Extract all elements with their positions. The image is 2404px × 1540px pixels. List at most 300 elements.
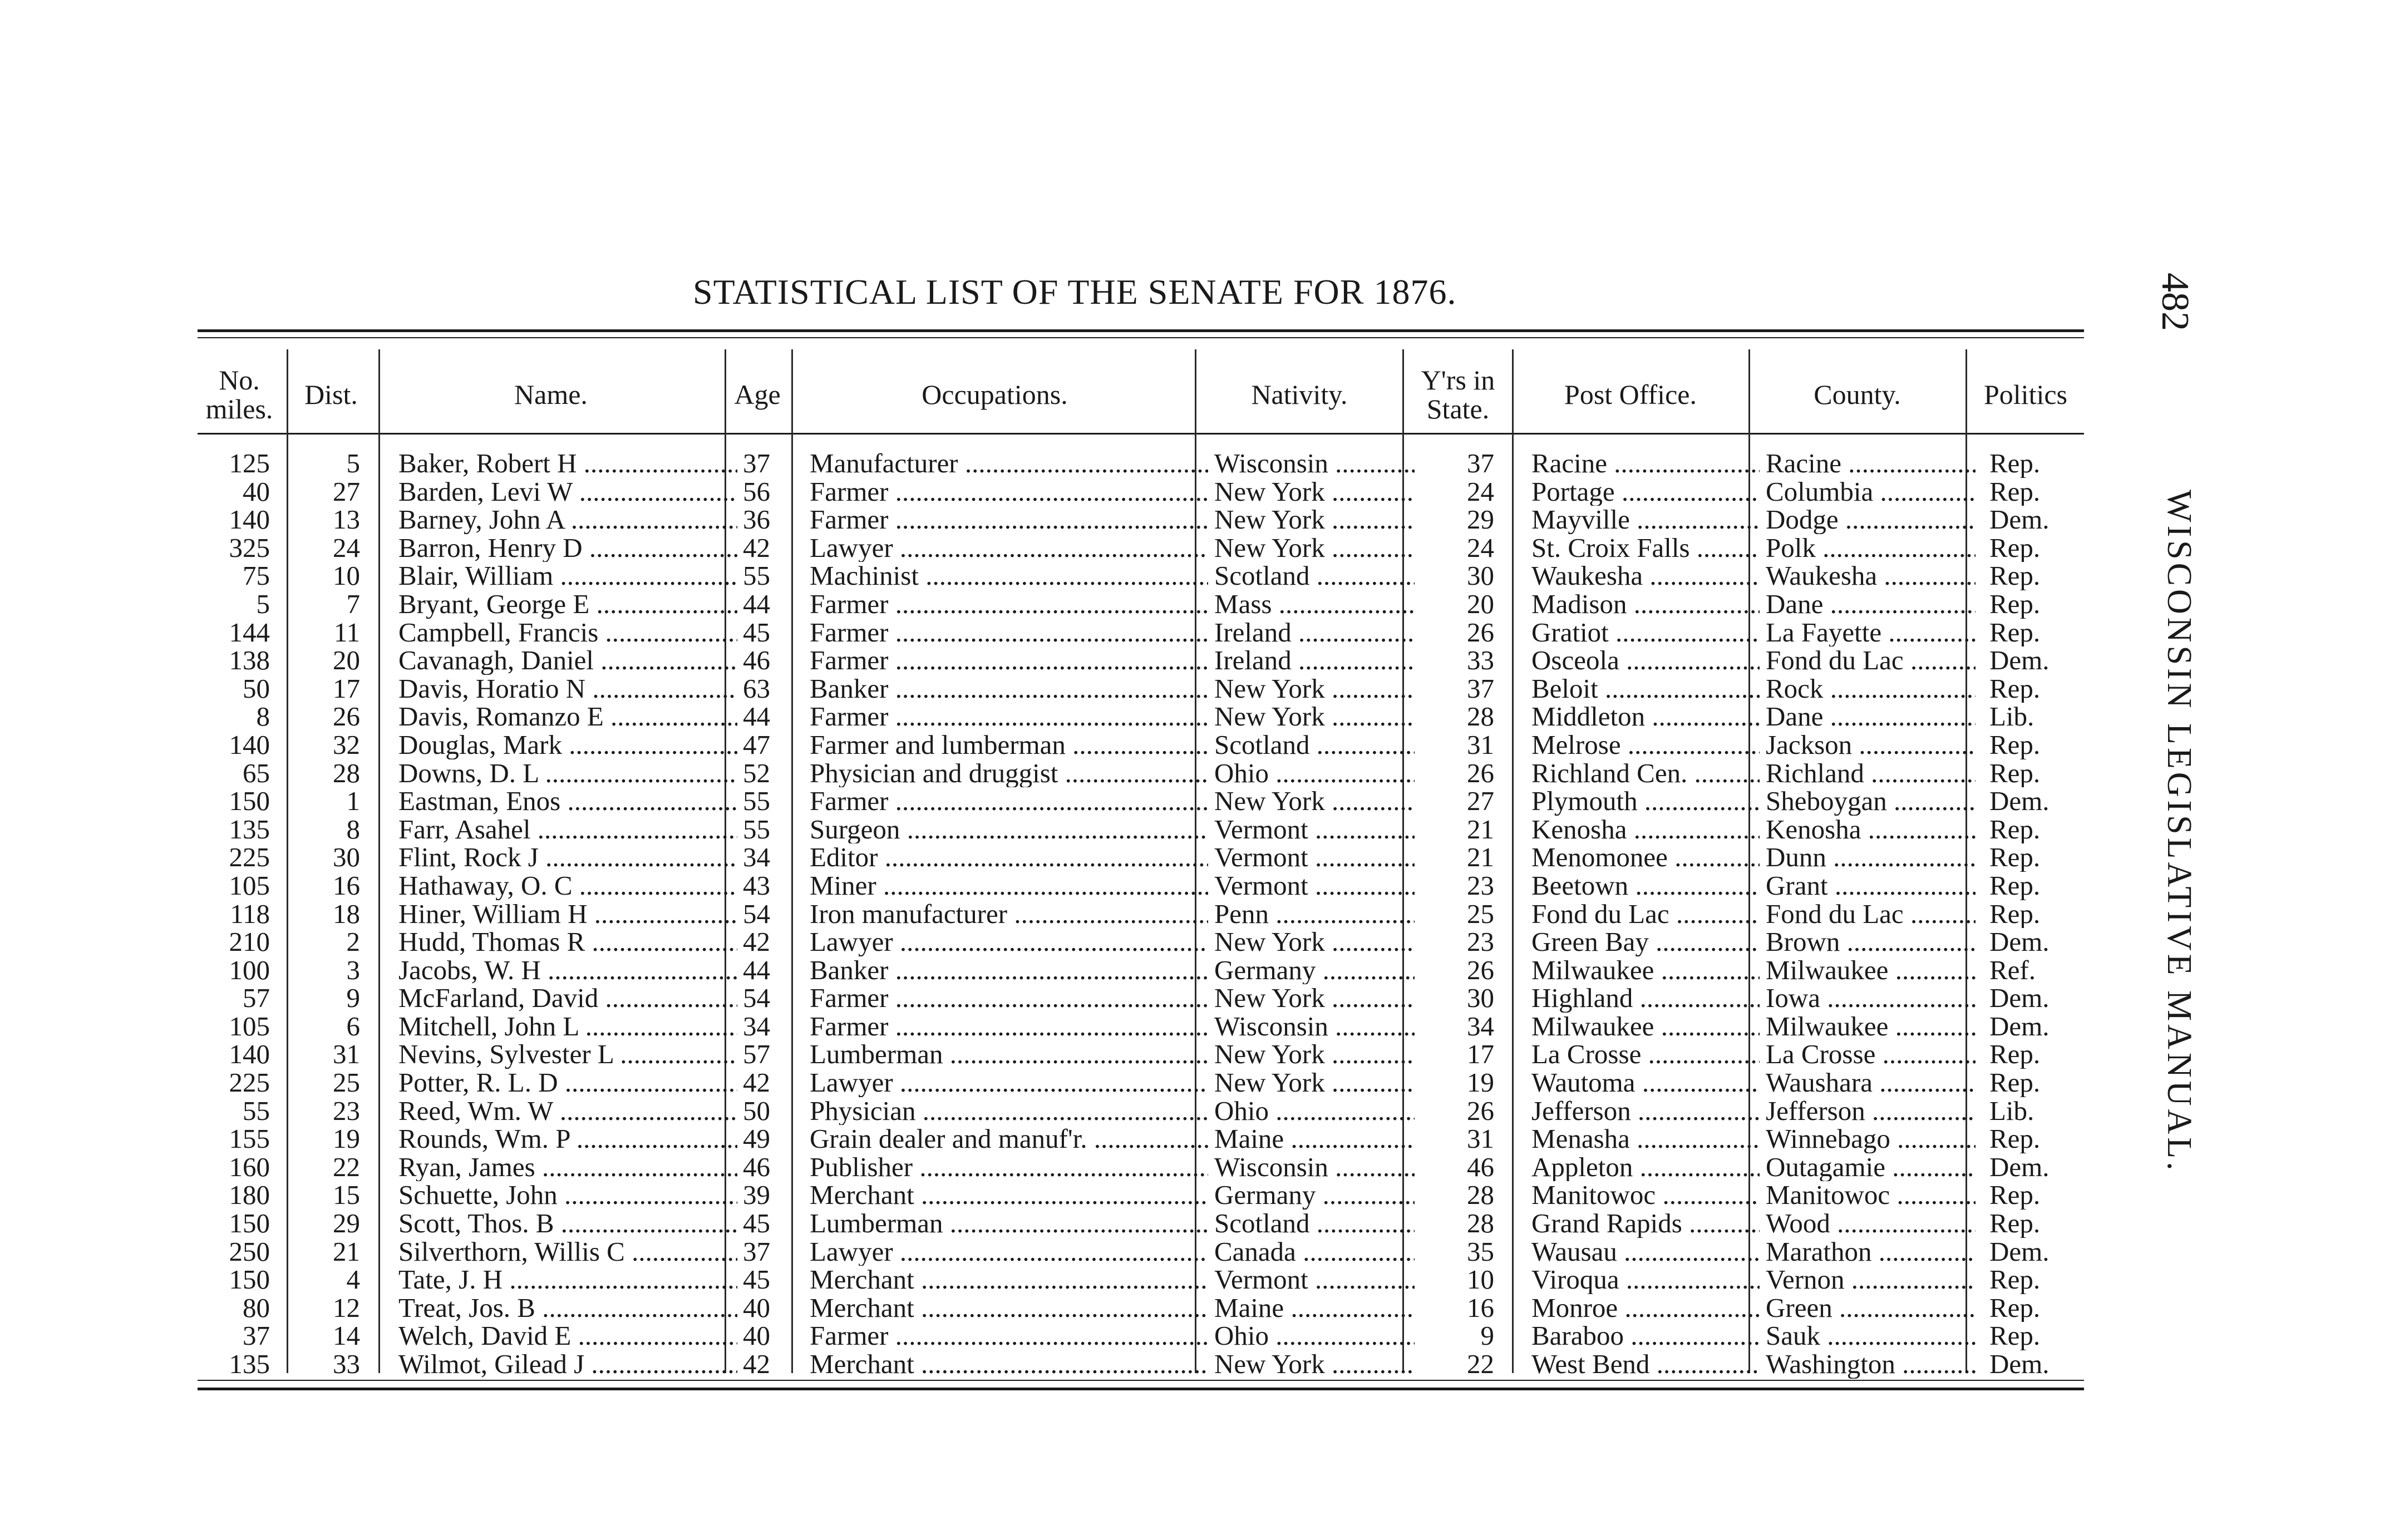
cell-years: 27 xyxy=(1467,787,1494,816)
cell-age: 36 xyxy=(743,506,770,534)
cell-county: Fond du Lac ..... xyxy=(1750,646,1976,675)
cell-dist: 1 xyxy=(346,787,360,816)
cell-age: 44 xyxy=(743,590,770,619)
table-row xyxy=(0,816,2404,844)
cell-nativity: New York ..... xyxy=(1196,506,1415,534)
cell-age: 46 xyxy=(743,646,770,675)
cell-age: 49 xyxy=(743,1125,770,1153)
cell-years: 26 xyxy=(1467,956,1494,985)
cell-politics: Rep. xyxy=(1989,674,2041,703)
cell-county: Dane ..... xyxy=(1750,590,1976,619)
cell-politics: Rep. xyxy=(1989,871,2041,900)
cell-dist: 4 xyxy=(346,1266,360,1294)
cell-nativity: New York ..... xyxy=(1196,1040,1415,1069)
cell-dist: 18 xyxy=(333,900,360,929)
cell-years: 24 xyxy=(1467,477,1494,506)
cell-age: 37 xyxy=(743,1237,770,1266)
cell-dist: 23 xyxy=(333,1097,360,1126)
header-occupations: Occupations. xyxy=(922,378,1068,410)
table-row xyxy=(0,450,2404,478)
cell-miles: 37 xyxy=(243,1322,270,1350)
cell-age: 44 xyxy=(743,956,770,985)
cell-county: Kenosha ..... xyxy=(1750,816,1976,844)
cell-occupation: Physician ..... xyxy=(793,1097,1208,1126)
cell-occupation: Machinist ..... xyxy=(793,562,1208,590)
cell-dist: 13 xyxy=(333,506,360,534)
cell-nativity: Ohio ..... xyxy=(1196,1097,1415,1126)
cell-miles: 50 xyxy=(243,674,270,703)
cell-post-office: Menomonee ..... xyxy=(1514,843,1760,872)
cell-post-office: Monroe ..... xyxy=(1514,1294,1760,1322)
cell-years: 33 xyxy=(1467,646,1494,675)
cell-post-office: West Bend ..... xyxy=(1514,1350,1760,1379)
cell-miles: 5 xyxy=(256,590,270,619)
cell-post-office: Viroqua ..... xyxy=(1514,1266,1760,1294)
cell-occupation: Miner ..... xyxy=(793,872,1208,900)
cell-dist: 14 xyxy=(333,1322,360,1350)
cell-miles: 105 xyxy=(229,871,270,900)
table-row xyxy=(0,1040,2404,1069)
cell-years: 26 xyxy=(1467,1097,1494,1126)
cell-miles: 225 xyxy=(229,1069,270,1097)
table-row xyxy=(0,872,2404,900)
cell-years: 30 xyxy=(1467,984,1494,1013)
cell-name: Reed, Wm. W ..... xyxy=(378,1097,737,1126)
cell-post-office: Green Bay ..... xyxy=(1514,928,1760,956)
cell-politics: Dem. xyxy=(1989,1153,2050,1182)
cell-name: Potter, R. L. D ..... xyxy=(378,1069,737,1097)
bottom-rule xyxy=(198,1388,2084,1390)
cell-age: 42 xyxy=(743,1069,770,1097)
cell-occupation: Merchant ..... xyxy=(793,1266,1208,1294)
cell-years: 22 xyxy=(1467,1350,1494,1379)
cell-occupation: Surgeon ..... xyxy=(793,816,1208,844)
cell-county: La Crosse ..... xyxy=(1750,1040,1976,1069)
cell-miles: 325 xyxy=(229,534,270,562)
cell-county: Winnebago ..... xyxy=(1750,1125,1976,1153)
cell-nativity: Wisconsin ..... xyxy=(1196,450,1415,478)
cell-county: Milwaukee ..... xyxy=(1750,1013,1976,1041)
cell-years: 28 xyxy=(1467,703,1494,731)
header-years-in-state: Y'rs in State. xyxy=(1421,364,1495,425)
cell-name: Treat, Jos. B ..... xyxy=(378,1294,737,1322)
cell-nativity: New York ..... xyxy=(1196,534,1415,562)
cell-county: Vernon ..... xyxy=(1750,1266,1976,1294)
cell-dist: 8 xyxy=(346,815,360,844)
cell-politics: Dem. xyxy=(1989,646,2050,675)
page-number: 482 xyxy=(2154,273,2196,331)
cell-occupation: Farmer ..... xyxy=(793,506,1208,534)
table-row xyxy=(0,534,2404,562)
cell-post-office: St. Croix Falls ..... xyxy=(1514,534,1760,562)
cell-politics: Dem. xyxy=(1989,984,2050,1013)
cell-dist: 17 xyxy=(333,674,360,703)
cell-years: 21 xyxy=(1467,815,1494,844)
cell-nativity: Canada ..... xyxy=(1196,1238,1415,1266)
cell-county: La Fayette ..... xyxy=(1750,619,1976,647)
table-row xyxy=(0,928,2404,956)
cell-years: 31 xyxy=(1467,1125,1494,1153)
cell-occupation: Farmer ..... xyxy=(793,590,1208,619)
cell-name: McFarland, David ..... xyxy=(378,984,737,1013)
cell-years: 29 xyxy=(1467,506,1494,534)
cell-politics: Rep. xyxy=(1989,1069,2041,1097)
cell-nativity: Wisconsin ..... xyxy=(1196,1013,1415,1041)
cell-politics: Ref. xyxy=(1989,956,2036,985)
cell-dist: 2 xyxy=(346,928,360,956)
cell-age: 34 xyxy=(743,1012,770,1041)
cell-miles: 118 xyxy=(230,900,270,929)
cell-county: Rock ..... xyxy=(1750,675,1976,703)
table-row xyxy=(0,1097,2404,1126)
cell-occupation: Lawyer ..... xyxy=(793,1069,1208,1097)
cell-county: Sheboygan ..... xyxy=(1750,787,1976,816)
cell-nativity: Ohio ..... xyxy=(1196,1322,1415,1350)
cell-years: 37 xyxy=(1467,674,1494,703)
header-politics: Politics xyxy=(1983,378,2068,410)
cell-post-office: Plymouth ..... xyxy=(1514,787,1760,816)
cell-dist: 32 xyxy=(333,730,360,759)
cell-years: 16 xyxy=(1467,1294,1494,1322)
header-county: County. xyxy=(1814,378,1901,410)
cell-miles: 210 xyxy=(229,928,270,956)
cell-name: Scott, Thos. B ..... xyxy=(378,1210,737,1238)
cell-name: Schuette, John ..... xyxy=(378,1181,737,1210)
cell-age: 34 xyxy=(743,843,770,872)
cell-dist: 27 xyxy=(333,477,360,506)
table-row xyxy=(0,1181,2404,1210)
cell-nativity: Mass ..... xyxy=(1196,590,1415,619)
cell-county: Waukesha ..... xyxy=(1750,562,1976,590)
cell-occupation: Iron manufacturer ..... xyxy=(793,900,1208,929)
cell-years: 30 xyxy=(1467,562,1494,590)
cell-years: 23 xyxy=(1467,928,1494,956)
cell-county: Columbia ..... xyxy=(1750,478,1976,506)
cell-miles: 225 xyxy=(229,843,270,872)
table-row xyxy=(0,900,2404,929)
table-row xyxy=(0,1125,2404,1153)
cell-occupation: Merchant ..... xyxy=(793,1294,1208,1322)
cell-name: Davis, Horatio N ..... xyxy=(378,675,737,703)
cell-politics: Rep. xyxy=(1989,534,2041,562)
top-rule-thin xyxy=(198,337,2084,338)
cell-miles: 160 xyxy=(229,1153,270,1182)
cell-county: Wood ..... xyxy=(1750,1210,1976,1238)
cell-name: Cavanagh, Daniel ..... xyxy=(378,646,737,675)
cell-years: 26 xyxy=(1467,759,1494,788)
cell-dist: 22 xyxy=(333,1153,360,1182)
table-row xyxy=(0,590,2404,619)
cell-occupation: Farmer ..... xyxy=(793,703,1208,731)
cell-occupation: Farmer ..... xyxy=(793,1322,1208,1350)
cell-name: Nevins, Sylvester L ..... xyxy=(378,1040,737,1069)
cell-nativity: Vermont ..... xyxy=(1196,843,1415,872)
cell-county: Jackson ..... xyxy=(1750,731,1976,759)
cell-miles: 150 xyxy=(229,1266,270,1294)
cell-dist: 29 xyxy=(333,1210,360,1238)
cell-county: Waushara ..... xyxy=(1750,1069,1976,1097)
cell-name: Eastman, Enos ..... xyxy=(378,787,737,816)
cell-years: 21 xyxy=(1467,843,1494,872)
cell-years: 28 xyxy=(1467,1181,1494,1210)
cell-age: 54 xyxy=(743,984,770,1013)
cell-dist: 21 xyxy=(333,1237,360,1266)
cell-miles: 155 xyxy=(229,1125,270,1153)
cell-occupation: Manufacturer ..... xyxy=(793,450,1208,478)
cell-post-office: Gratiot ..... xyxy=(1514,619,1760,647)
cell-miles: 144 xyxy=(229,618,270,647)
cell-name: Flint, Rock J ..... xyxy=(378,843,737,872)
cell-age: 47 xyxy=(743,730,770,759)
cell-age: 55 xyxy=(743,562,770,590)
cell-county: Green ..... xyxy=(1750,1294,1976,1322)
cell-miles: 40 xyxy=(243,477,270,506)
cell-politics: Rep. xyxy=(1989,1322,2041,1350)
cell-politics: Rep. xyxy=(1989,1266,2041,1294)
table-row xyxy=(0,759,2404,788)
cell-post-office: Melrose ..... xyxy=(1514,731,1760,759)
cell-dist: 12 xyxy=(333,1294,360,1322)
cell-dist: 30 xyxy=(333,843,360,872)
cell-politics: Rep. xyxy=(1989,562,2041,590)
cell-age: 54 xyxy=(743,900,770,929)
cell-county: Grant ..... xyxy=(1750,872,1976,900)
cell-post-office: Madison ..... xyxy=(1514,590,1760,619)
cell-post-office: Beloit ..... xyxy=(1514,675,1760,703)
cell-name: Downs, D. L ..... xyxy=(378,759,737,788)
cell-years: 37 xyxy=(1467,450,1494,478)
cell-dist: 25 xyxy=(333,1069,360,1097)
cell-occupation: Merchant ..... xyxy=(793,1350,1208,1379)
cell-politics: Rep. xyxy=(1989,590,2041,619)
cell-age: 52 xyxy=(743,759,770,788)
cell-years: 28 xyxy=(1467,1210,1494,1238)
table-row xyxy=(0,1013,2404,1041)
cell-nativity: New York ..... xyxy=(1196,703,1415,731)
table-row xyxy=(0,1294,2404,1322)
cell-post-office: Baraboo ..... xyxy=(1514,1322,1760,1350)
cell-miles: 55 xyxy=(243,1097,270,1126)
cell-nativity: Scotland ..... xyxy=(1196,1210,1415,1238)
cell-years: 46 xyxy=(1467,1153,1494,1182)
cell-miles: 150 xyxy=(229,1210,270,1238)
cell-name: Baker, Robert H ..... xyxy=(378,450,737,478)
cell-years: 34 xyxy=(1467,1012,1494,1041)
cell-politics: Rep. xyxy=(1989,450,2041,478)
cell-years: 35 xyxy=(1467,1237,1494,1266)
cell-age: 57 xyxy=(743,1040,770,1069)
cell-nativity: Scotland ..... xyxy=(1196,562,1415,590)
header-rule xyxy=(198,433,2084,435)
cell-name: Hathaway, O. C ..... xyxy=(378,872,737,900)
cell-occupation: Farmer ..... xyxy=(793,646,1208,675)
table-row xyxy=(0,1069,2404,1097)
cell-age: 43 xyxy=(743,871,770,900)
cell-dist: 6 xyxy=(346,1012,360,1041)
cell-nativity: New York ..... xyxy=(1196,1350,1415,1379)
cell-dist: 15 xyxy=(333,1181,360,1210)
cell-nativity: Ireland ..... xyxy=(1196,646,1415,675)
cell-dist: 9 xyxy=(346,984,360,1013)
cell-occupation: Lumberman ..... xyxy=(793,1210,1208,1238)
header-post-office: Post Office. xyxy=(1564,378,1697,410)
cell-name: Barney, John A ..... xyxy=(378,506,737,534)
table-row xyxy=(0,843,2404,872)
cell-dist: 3 xyxy=(346,956,360,985)
cell-politics: Rep. xyxy=(1989,900,2041,929)
cell-politics: Rep. xyxy=(1989,1181,2041,1210)
cell-miles: 80 xyxy=(243,1294,270,1322)
table-row xyxy=(0,984,2404,1013)
table-row xyxy=(0,703,2404,731)
cell-age: 40 xyxy=(743,1294,770,1322)
cell-county: Richland ..... xyxy=(1750,759,1976,788)
table-row xyxy=(0,1266,2404,1294)
cell-name: Barden, Levi W ..... xyxy=(378,478,737,506)
cell-politics: Rep. xyxy=(1989,618,2041,647)
header-name: Name. xyxy=(514,378,588,410)
cell-county: Sauk ..... xyxy=(1750,1322,1976,1350)
cell-county: Racine ..... xyxy=(1750,450,1976,478)
cell-post-office: Kenosha ..... xyxy=(1514,816,1760,844)
cell-post-office: Middleton ..... xyxy=(1514,703,1760,731)
cell-nativity: Vermont ..... xyxy=(1196,872,1415,900)
table-row xyxy=(0,506,2404,534)
cell-age: 42 xyxy=(743,1350,770,1379)
cell-politics: Dem. xyxy=(1989,1237,2050,1266)
cell-nativity: Ireland ..... xyxy=(1196,619,1415,647)
cell-county: Dunn ..... xyxy=(1750,843,1976,872)
cell-post-office: Manitowoc ..... xyxy=(1514,1181,1760,1210)
cell-county: Dane ..... xyxy=(1750,703,1976,731)
cell-politics: Dem. xyxy=(1989,1350,2050,1379)
cell-post-office: Highland ..... xyxy=(1514,984,1760,1013)
table-row xyxy=(0,956,2404,985)
cell-county: Dodge ..... xyxy=(1750,506,1976,534)
cell-years: 19 xyxy=(1467,1069,1494,1097)
cell-dist: 33 xyxy=(333,1350,360,1379)
cell-name: Welch, David E ..... xyxy=(378,1322,737,1350)
cell-post-office: La Crosse ..... xyxy=(1514,1040,1760,1069)
cell-name: Jacobs, W. H ..... xyxy=(378,956,737,985)
cell-dist: 7 xyxy=(346,590,360,619)
cell-post-office: Milwaukee ..... xyxy=(1514,1013,1760,1041)
cell-politics: Dem. xyxy=(1989,506,2050,534)
top-rule xyxy=(198,329,2084,332)
cell-age: 63 xyxy=(743,674,770,703)
cell-county: Polk ..... xyxy=(1750,534,1976,562)
table-row xyxy=(0,562,2404,590)
cell-name: Blair, William ..... xyxy=(378,562,737,590)
cell-name: Hudd, Thomas R ..... xyxy=(378,928,737,956)
table-body xyxy=(0,450,2404,1379)
cell-occupation: Farmer ..... xyxy=(793,787,1208,816)
cell-post-office: Milwaukee ..... xyxy=(1514,956,1760,985)
cell-miles: 65 xyxy=(243,759,270,788)
cell-nativity: Maine ..... xyxy=(1196,1125,1415,1153)
cell-dist: 24 xyxy=(333,534,360,562)
header-nativity: Nativity. xyxy=(1251,378,1348,410)
cell-occupation: Physician and druggist ..... xyxy=(793,759,1208,788)
bottom-rule-thin xyxy=(198,1380,2084,1381)
cell-years: 23 xyxy=(1467,871,1494,900)
cell-politics: Rep. xyxy=(1989,477,2041,506)
cell-county: Milwaukee ..... xyxy=(1750,956,1976,985)
cell-miles: 140 xyxy=(229,506,270,534)
cell-nativity: Vermont ..... xyxy=(1196,1266,1415,1294)
cell-post-office: Osceola ..... xyxy=(1514,646,1760,675)
cell-years: 25 xyxy=(1467,900,1494,929)
cell-post-office: Menasha ..... xyxy=(1514,1125,1760,1153)
cell-years: 10 xyxy=(1467,1266,1494,1294)
table-row xyxy=(0,787,2404,816)
cell-politics: Rep. xyxy=(1989,730,2041,759)
cell-dist: 26 xyxy=(333,703,360,731)
cell-miles: 8 xyxy=(256,703,270,731)
cell-name: Hiner, William H ..... xyxy=(378,900,737,929)
cell-occupation: Lumberman ..... xyxy=(793,1040,1208,1069)
cell-politics: Rep. xyxy=(1989,1210,2041,1238)
cell-miles: 180 xyxy=(229,1181,270,1210)
cell-age: 55 xyxy=(743,787,770,816)
cell-miles: 57 xyxy=(243,984,270,1013)
cell-dist: 19 xyxy=(333,1125,360,1153)
cell-dist: 16 xyxy=(333,871,360,900)
cell-occupation: Merchant ..... xyxy=(793,1181,1208,1210)
cell-county: Jefferson ..... xyxy=(1750,1097,1976,1126)
cell-years: 24 xyxy=(1467,534,1494,562)
cell-occupation: Lawyer ..... xyxy=(793,1238,1208,1266)
cell-name: Campbell, Francis ..... xyxy=(378,619,737,647)
cell-nativity: New York ..... xyxy=(1196,984,1415,1013)
cell-nativity: New York ..... xyxy=(1196,675,1415,703)
cell-dist: 10 xyxy=(333,562,360,590)
cell-county: Brown ..... xyxy=(1750,928,1976,956)
cell-age: 44 xyxy=(743,703,770,731)
cell-dist: 11 xyxy=(333,618,360,647)
cell-miles: 250 xyxy=(229,1237,270,1266)
cell-nativity: Scotland ..... xyxy=(1196,731,1415,759)
cell-occupation: Farmer ..... xyxy=(793,478,1208,506)
cell-miles: 135 xyxy=(229,1350,270,1379)
cell-post-office: Beetown ..... xyxy=(1514,872,1760,900)
cell-occupation: Banker ..... xyxy=(793,675,1208,703)
cell-county: Outagamie ..... xyxy=(1750,1153,1976,1182)
cell-nativity: Wisconsin ..... xyxy=(1196,1153,1415,1182)
cell-age: 50 xyxy=(743,1097,770,1126)
cell-occupation: Banker ..... xyxy=(793,956,1208,985)
cell-county: Iowa ..... xyxy=(1750,984,1976,1013)
table-row xyxy=(0,731,2404,759)
cell-politics: Rep. xyxy=(1989,1040,2041,1069)
cell-age: 45 xyxy=(743,618,770,647)
cell-post-office: Waukesha ..... xyxy=(1514,562,1760,590)
cell-miles: 135 xyxy=(229,815,270,844)
table-row xyxy=(0,675,2404,703)
table-row xyxy=(0,1153,2404,1182)
cell-age: 45 xyxy=(743,1210,770,1238)
cell-dist: 20 xyxy=(333,646,360,675)
cell-age: 55 xyxy=(743,815,770,844)
cell-nativity: New York ..... xyxy=(1196,787,1415,816)
cell-age: 39 xyxy=(743,1181,770,1210)
cell-age: 37 xyxy=(743,450,770,478)
cell-name: Douglas, Mark ..... xyxy=(378,731,737,759)
header-dist: Dist. xyxy=(304,378,358,410)
cell-politics: Rep. xyxy=(1989,815,2041,844)
cell-occupation: Farmer ..... xyxy=(793,984,1208,1013)
cell-age: 42 xyxy=(743,928,770,956)
